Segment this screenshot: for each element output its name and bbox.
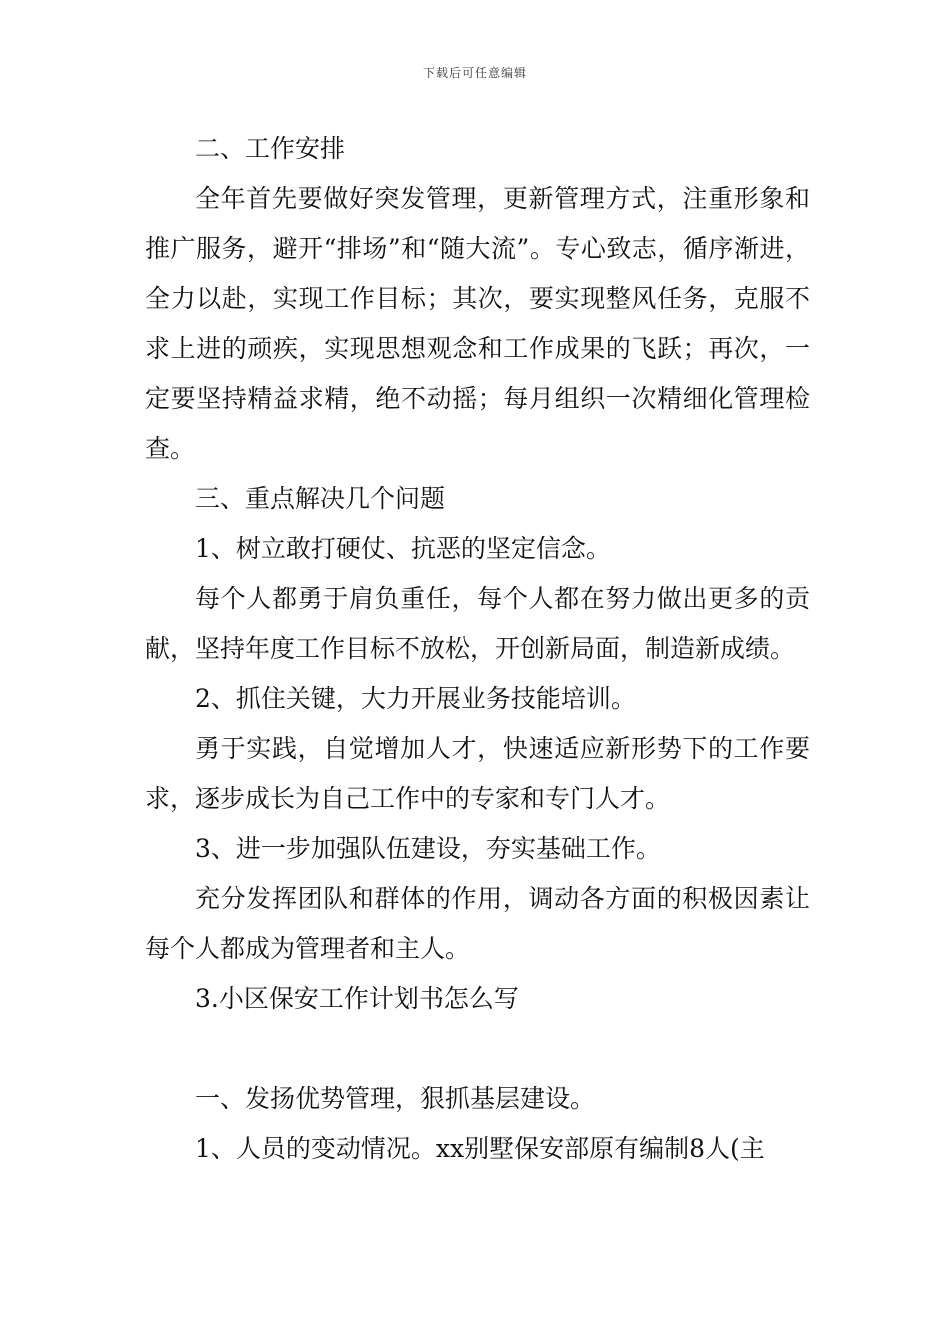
- list-item-heading-1: 1、树立敢打硬仗、抗恶的坚定信念。: [195, 534, 611, 563]
- paragraph-item-1: 每个人都勇于肩负重任，每个人都在努力做出更多的贡献，坚持年度工作目标不放松，开创新局面，制造新成绩。: [145, 584, 810, 663]
- paragraph-staff-changes: 1、人员的变动情况。xx别墅保安部原有编制8人(主: [195, 1134, 765, 1163]
- list-item-heading-3: 3、进一步加强队伍建设，夯实基础工作。: [195, 834, 661, 863]
- list-item-heading-2: 2、抓住关键，大力开展业务技能培训。: [195, 684, 636, 713]
- blank-line: [145, 1024, 810, 1074]
- paragraph-work-arrangement: 全年首先要做好突发管理，更新管理方式，注重形象和推广服务，避开“排场”和“随大流”。专心致志，循序渐进，全力以赴，实现工作目标；其次，要实现整风任务，克服不求上进的顽疾，实现思想观念和工作成果的飞跃；再次，一定要坚持精益求精，绝不动摇；每月组织一次精细化管理检查。: [145, 184, 810, 463]
- paragraph-item-2: 勇于实践，自觉增加人才，快速适应新形势下的工作要求，逐步成长为自己工作中的专家和专门人才。: [145, 734, 810, 813]
- paragraph-item-3: 充分发挥团队和群体的作用，调动各方面的积极因素让每个人都成为管理者和主人。: [145, 884, 810, 963]
- page-header: 下载后可任意编辑: [422, 66, 527, 80]
- section-heading-work-arrangement: 二、工作安排: [195, 134, 346, 163]
- section-heading-advantage-management: 一、发扬优势管理，狠抓基层建设。: [195, 1084, 596, 1113]
- section-heading-key-problems: 三、重点解决几个问题: [195, 484, 446, 513]
- document-body: [145, 124, 810, 1174]
- section-title-security-plan: 3.小区保安工作计划书怎么写: [195, 984, 519, 1013]
